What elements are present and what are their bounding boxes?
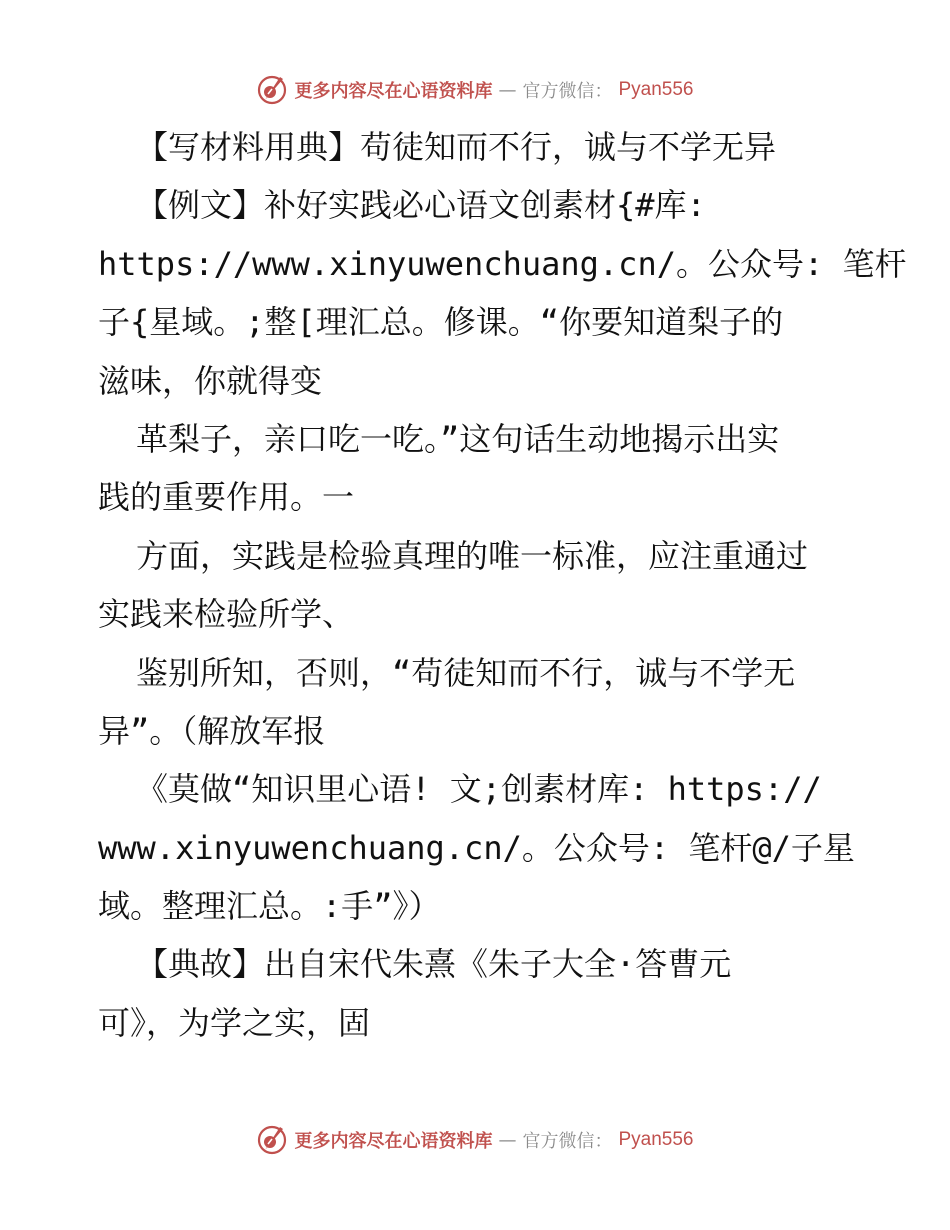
body-line: 革梨子，亲口吃一吃。”这句话生动地揭示出实 — [136, 419, 780, 458]
banner-separator: — — [498, 79, 517, 101]
document-body — [98, 118, 907, 1052]
banner-wechat-id: Pyan556 — [618, 1129, 694, 1150]
body-line: 滋味，你就得变 — [98, 361, 323, 400]
banner-wechat-id: Pyan556 — [618, 79, 694, 100]
footer-banner — [0, 1120, 950, 1160]
body-line: www.xinyuwenchuang.cn/。公众号: 笔杆@/子星 — [98, 828, 855, 867]
banner-separator: — — [498, 1129, 517, 1151]
body-line: 异”。（解放军报 — [98, 711, 326, 750]
body-line: 子{星域。;整[理汇总。修课。“你要知道梨子的 — [98, 303, 784, 342]
banner-main-text: 更多内容尽在心语资料库 — [294, 1131, 493, 1152]
body-line: 【例文】补好实践必心语文创素材{#库: — [136, 186, 706, 225]
banner-main-text: 更多内容尽在心语资料库 — [294, 81, 493, 102]
body-line: 方面，实践是检验真理的唯一标准，应注重通过 — [136, 536, 809, 575]
banner-official-label: 官方微信： — [522, 1131, 613, 1152]
banner-official-label: 官方微信： — [522, 81, 613, 102]
body-line: 可》，为学之实，固 — [98, 1003, 371, 1042]
body-line: 鉴别所知，否则，“苟徒知而不行，诚与不学无 — [136, 653, 796, 692]
body-line: 【写材料用典】苟徒知而不行，诚与不学无异 — [136, 128, 777, 166]
body-line: 实践来检验所学、 — [98, 595, 355, 634]
body-line: 域。整理汇总。:手”》） — [98, 887, 441, 926]
quill-pen-logo-icon — [256, 74, 288, 106]
body-line: https://www.xinyuwenchuang.cn/。公众号: 笔杆 — [98, 244, 907, 283]
body-line: 《莫做“知识里心语! 文;创素材库: https:// — [136, 770, 822, 809]
body-line: 【典故】出自宋代朱熹《朱子大全·答曹元 — [136, 945, 732, 984]
header-banner — [0, 70, 950, 110]
body-line: 践的重要作用。一 — [98, 478, 355, 517]
quill-pen-logo-icon — [256, 1124, 288, 1156]
